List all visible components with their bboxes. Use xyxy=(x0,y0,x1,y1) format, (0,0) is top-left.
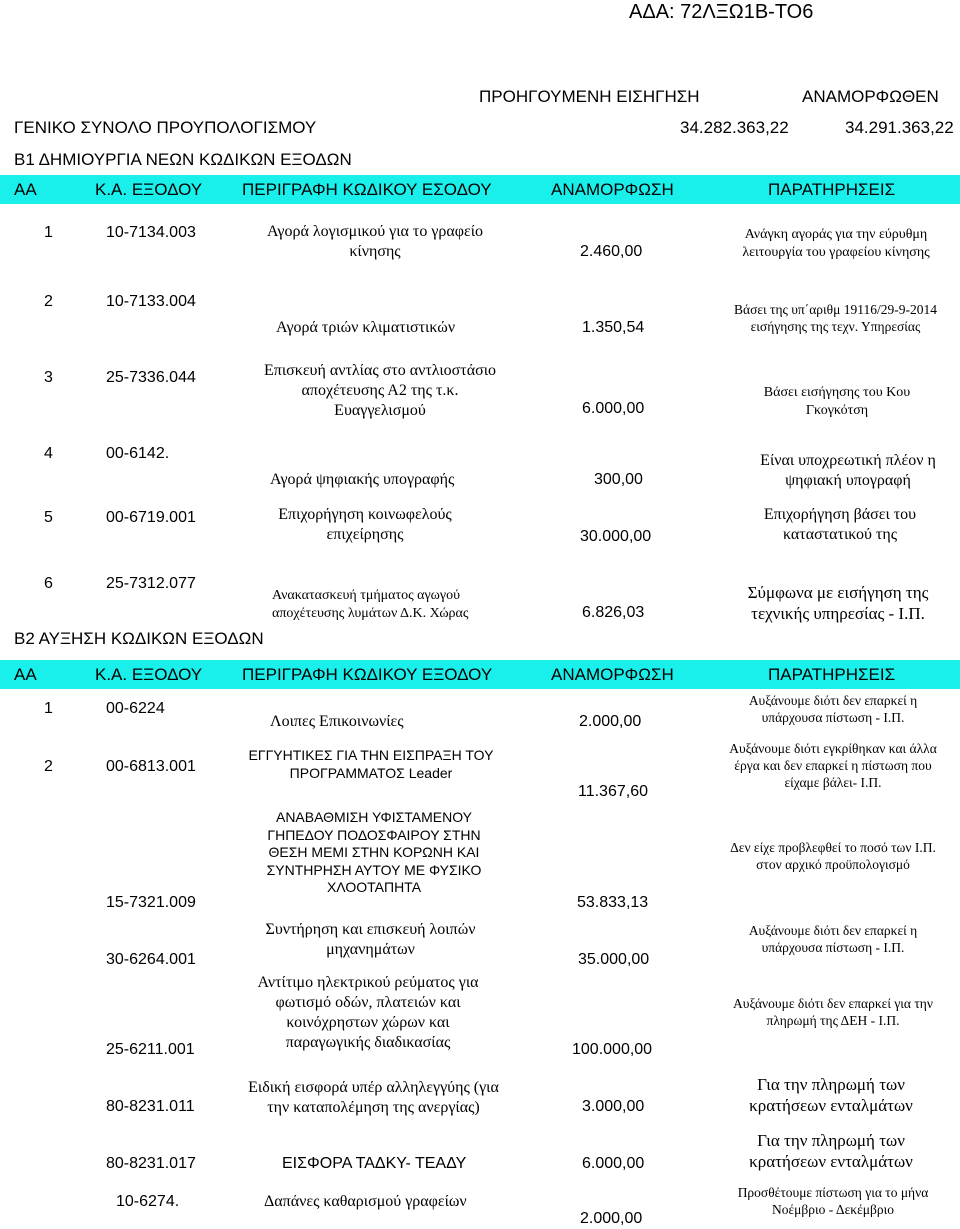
b1-row2-code: 10-7133.004 xyxy=(106,293,196,310)
section-b2-title: Β2 ΑΥΞΗΣΗ ΚΩΔΙΚΩΝ ΕΞΟΔΩΝ xyxy=(14,629,264,648)
b1-row6-note: Σύμφωνα με εισήγηση της τεχνικής υπηρεσίας - Ι.Π. xyxy=(747,583,929,624)
b2-row7-note: Για την πληρωμή των κρατήσεων ενταλμάτων xyxy=(749,1131,913,1172)
previous-proposal-header: ΠΡΟΗΓΟΥΜΕΝΗ ΕΙΣΗΓΗΣΗ xyxy=(479,87,700,106)
general-total-previous: 34.282.363,22 xyxy=(680,118,789,137)
b1-row4-note: Είναι υποχρεωτική πλέον η ψηφιακή υπογραφή xyxy=(760,452,936,489)
revised-header: ΑΝΑΜΟΡΦΩΘΕΝ xyxy=(802,87,939,106)
b1-row6-amount: 6.826,03 xyxy=(582,604,645,621)
b1-row6-description: Ανακατασκευή τμήματος αγωγού αποχέτευσης λυμάτων Δ.Κ. Χώρας xyxy=(272,588,469,622)
b1-row5-description: Επιχορήγηση κοινωφελούς επιχείρησης xyxy=(278,506,452,543)
header-aa: ΑΑ xyxy=(14,180,37,199)
b2-row7-amount: 6.000,00 xyxy=(582,1155,645,1172)
general-total-revised: 34.291.363,22 xyxy=(845,118,954,137)
b2-row1-description: Λοιπες Επικοινωνίες xyxy=(270,713,404,730)
b2-row3-code: 15-7321.009 xyxy=(106,894,196,911)
b2-row2-code: 00-6813.001 xyxy=(106,758,196,775)
b1-row2-amount: 1.350,54 xyxy=(582,319,645,336)
header-amount: ΑΝΑΜΟΡΦΩΣΗ xyxy=(551,665,674,684)
b1-row1-aa: 1 xyxy=(44,224,53,241)
b2-row4-code: 30-6264.001 xyxy=(106,951,196,968)
b2-row7-code: 80-8231.017 xyxy=(106,1155,196,1172)
header-code: Κ.Α. ΕΞΟΔΟΥ xyxy=(95,180,203,199)
b1-row3-note: Βάσει εισήγησης του Κου Γκογκότση xyxy=(763,385,911,418)
header-code: Κ.Α. ΕΞΟΔΟΥ xyxy=(95,665,203,684)
b2-row7-description: ΕΙΣΦΟΡΑ ΤΑΔΚΥ- ΤΕΑΔΥ xyxy=(282,1155,467,1172)
b2-row8-code: 10-6274. xyxy=(116,1193,180,1210)
b1-row5-code: 00-6719.001 xyxy=(106,509,196,526)
b1-row3-aa: 3 xyxy=(44,369,53,386)
b2-row5-description: Αντίτιμο ηλεκτρικού ρεύματος για φωτισμό οδών, πλατειών και κοινόχρηστων χώρων και παραγωγικής διαδικασίας xyxy=(257,974,479,1051)
b1-row4-description: Αγορά ψηφιακής υπογραφής xyxy=(270,471,455,488)
b2-row8-amount: 2.000,00 xyxy=(580,1210,643,1227)
b2-row6-code: 80-8231.011 xyxy=(106,1098,195,1115)
header-description: ΠΕΡΙΓΡΑΦΗ ΚΩΔΙΚΟΥ ΕΣΟΔΟΥ xyxy=(242,180,492,199)
b2-row1-aa: 1 xyxy=(44,700,53,717)
b1-row5-aa: 5 xyxy=(44,509,53,526)
b1-row4-amount: 300,00 xyxy=(594,471,643,488)
b2-row6-note: Για την πληρωμή των κρατήσεων ενταλμάτων xyxy=(749,1075,913,1116)
b2-row5-note: Αυξάνουμε διότι δεν επαρκεί για την πληρωμή της ΔΕΗ - Ι.Π. xyxy=(733,996,933,1028)
b1-row6-code: 25-7312.077 xyxy=(106,575,196,592)
b1-row1-note: Ανάγκη αγοράς για την εύρυθμη λειτουργία του γραφείου κίνησης xyxy=(742,227,930,260)
b1-row5-note: Επιχορήγηση βάσει του καταστατικού της xyxy=(763,506,917,543)
general-total-label: ΓΕΝΙΚΟ ΣΥΝΟΛΟ ΠΡΟΥΠΟΛΟΓΙΣΜΟΥ xyxy=(14,118,317,137)
b2-row5-amount: 100.000,00 xyxy=(572,1041,653,1058)
b2-row4-description: Συντήρηση και επισκευή λοιπών μηχανημάτων xyxy=(265,921,476,958)
b2-row1-amount: 2.000,00 xyxy=(579,713,642,730)
b2-row2-aa: 2 xyxy=(44,758,53,775)
b1-row3-description: Επισκευή αντλίας στο αντλιοστάσιο αποχέτευσης Α2 της τ.κ. Ευαγγελισμού xyxy=(263,362,496,419)
b1-row6-aa: 6 xyxy=(44,575,53,592)
b1-row3-code: 25-7336.044 xyxy=(106,369,196,386)
b1-row1-description: Αγορά λογισμικού για το γραφείο κίνησης xyxy=(266,223,484,260)
b2-row3-description: ΑΝΑΒΑΘΜΙΣΗ ΥΦΙΣΤΑΜΕΝΟΥ ΓΗΠΕΔΟΥ ΠΟΔΟΣΦΑΙΡΟΥ ΣΤΗΝ ΘΕΣΗ ΜΕΜΙ ΣΤΗΝ ΚΟΡΩΝΗ ΚΑΙ ΣΥΝΤΗΡΗΣΗ ΑΥΤΟΥ ΜΕ ΦΥΣΙΚΟ ΧΛΟΟΤΑΠΗΤΑ xyxy=(266,809,482,895)
b1-row4-code: 00-6142. xyxy=(106,445,170,462)
b2-row2-description: ΕΓΓΥΗΤΙΚΕΣ ΓΙΑ ΤΗΝ ΕΙΣΠΡΑΞΗ ΤΟΥ ΠΡΟΓΡΑΜΜΑΤΟΣ Leader xyxy=(248,747,494,781)
b2-row1-note: Αυξάνουμε διότι δεν επαρκεί η υπάρχουσα πίστωση - Ι.Π. xyxy=(748,693,918,725)
b1-row2-description: Αγορά τριών κλιματιστικών xyxy=(276,319,456,336)
b2-row2-note: Αυξάνουμε διότι εγκρίθηκαν και άλλα έργα και δεν επαρκεί η πίστωση που είχαμε βάλει- Ι.Π. xyxy=(729,741,937,790)
header-notes: ΠΑΡΑΤΗΡΗΣΕΙΣ xyxy=(768,665,896,684)
header-notes: ΠΑΡΑΤΗΡΗΣΕΙΣ xyxy=(768,180,896,199)
b1-row1-amount: 2.460,00 xyxy=(580,243,643,260)
header-description: ΠΕΡΙΓΡΑΦΗ ΚΩΔΙΚΟΥ ΕΞΟΔΟΥ xyxy=(242,665,493,684)
b1-row1-code: 10-7134.003 xyxy=(106,224,196,241)
b2-row8-note: Προσθέτουμε πίστωση για το μήνα Νοέμβριο - Δεκέμβριο xyxy=(737,1185,929,1217)
header-amount: ΑΝΑΜΟΡΦΩΣΗ xyxy=(551,180,674,199)
b2-row3-amount: 53.833,13 xyxy=(577,894,649,911)
section-b1-title: Β1 ΔΗΜΙΟΥΡΓΙΑ ΝΕΩΝ ΚΩΔΙΚΩΝ ΕΞΟΔΩΝ xyxy=(14,150,352,169)
b1-row5-amount: 30.000,00 xyxy=(580,528,652,545)
b2-row3-note: Δεν είχε προβλεφθεί το ποσό των Ι.Π. στον αρχικό προϋπολογισμό xyxy=(730,840,936,872)
ada-code: ΑΔΑ: 72ΛΞΩ1Β-ΤΟ6 xyxy=(629,1,814,23)
b1-row2-aa: 2 xyxy=(44,293,53,310)
b2-row5-code: 25-6211.001 xyxy=(106,1041,195,1058)
b1-row2-note: Βάσει της υπ΄αριθμ 19116/29-9-2014 εισήγησης της τεχν. Υπηρεσίας xyxy=(734,302,937,334)
header-aa: ΑΑ xyxy=(14,665,37,684)
b1-row3-amount: 6.000,00 xyxy=(582,400,645,417)
b2-row6-amount: 3.000,00 xyxy=(582,1098,645,1115)
b2-row8-description: Δαπάνες καθαρισμού γραφείων xyxy=(264,1193,467,1210)
b2-row6-description: Ειδική εισφορά υπέρ αλληλεγγύης (για την καταπολέμηση της ανεργίας) xyxy=(248,1079,499,1116)
b2-row1-code: 00-6224 xyxy=(106,700,165,717)
b2-row4-note: Αυξάνουμε διότι δεν επαρκεί η υπάρχουσα πίστωση - Ι.Π. xyxy=(748,923,918,955)
b2-row4-amount: 35.000,00 xyxy=(578,951,650,968)
b2-row2-amount: 11.367,60 xyxy=(578,783,648,800)
b1-row4-aa: 4 xyxy=(44,445,53,462)
